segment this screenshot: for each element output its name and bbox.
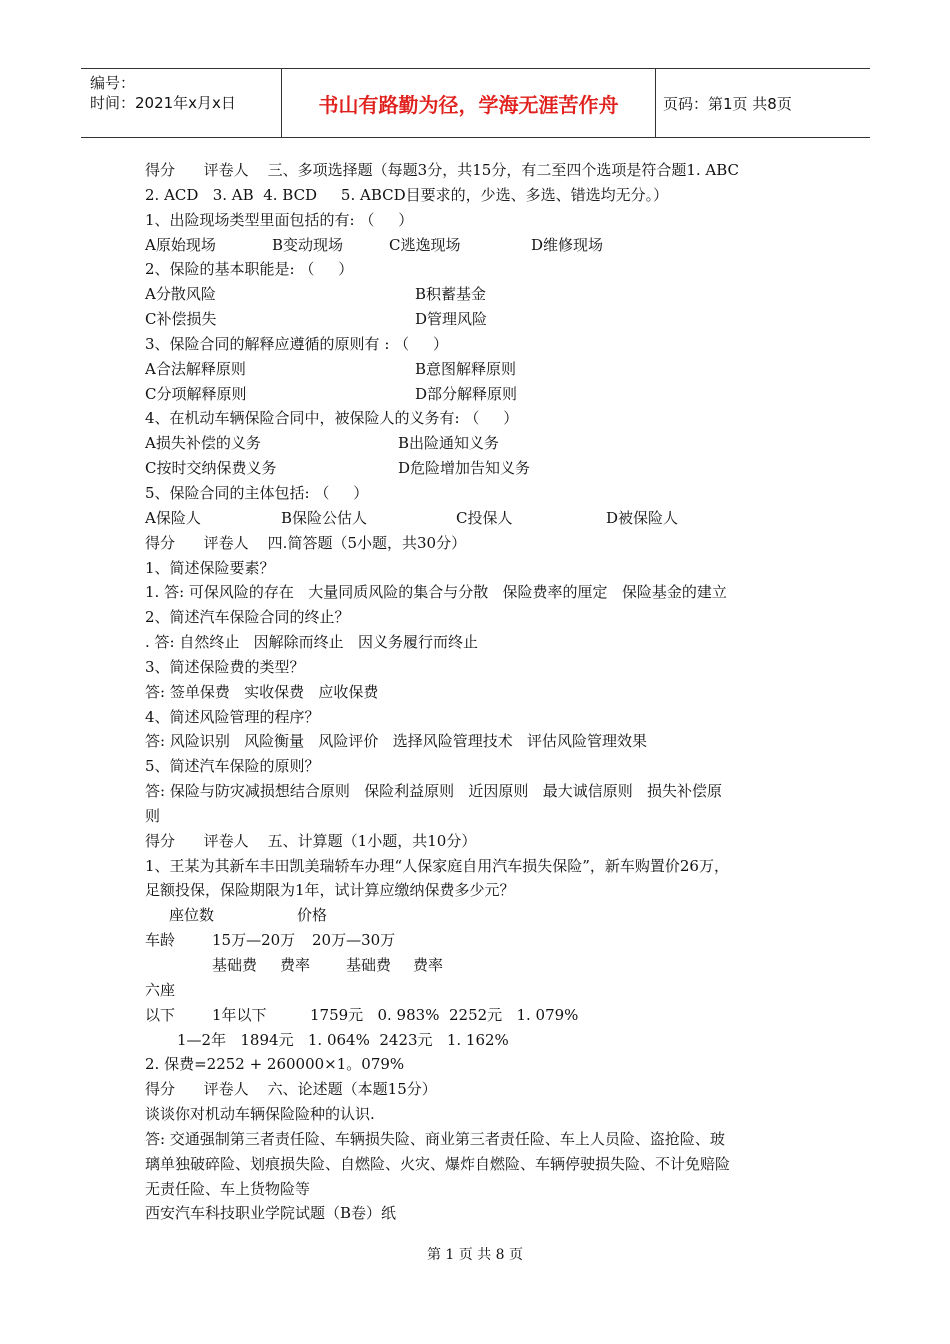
section5-heading: 得分 评卷人 五、计算题（1小题，共10分） (145, 831, 477, 850)
question-5-options (145, 506, 825, 531)
price-range-1: 15万—20万 (212, 931, 296, 950)
question-2-options (145, 282, 825, 307)
option-a: A原始现场 (145, 235, 216, 254)
rate-table-subheader (145, 953, 825, 978)
question-4-options-row2 (145, 456, 825, 481)
price-range-2: 20万—30万 (312, 931, 396, 950)
short-answer-5: 答: 保险与防灾减损想结合原则 保险利益原则 近因原则 最大诚信原则 损失补偿原 (145, 782, 723, 801)
essay-question: 谈谈你对机动车辆保险险种的认识. (145, 1105, 375, 1124)
short-question-5: 5、简述汽车保险的原则？ (145, 757, 320, 776)
section3-heading-cont: 2. ACD 3. AB 4. BCD 5. ABCD目要求的，少选、多选、错选均无分。） (145, 185, 669, 204)
section6-heading: 得分 评卷人 六、论述题（本题15分） (145, 1080, 437, 1099)
option-b: B保险公估人 (281, 508, 368, 527)
short-answer-4: 答: 风险识别 风险衡量 风险评价 选择风险管理技术 评估风险管理效果 (145, 732, 648, 751)
price-label: 价格 (297, 906, 328, 925)
base-fee-label: 基础费 (346, 956, 392, 974)
option-c: C按时交纳保费义务 (145, 459, 277, 478)
option-b: B变动现场 (272, 235, 344, 254)
question-2: 2、保险的基本职能是: （ ） (145, 260, 354, 279)
header-page-info: 页码：第1页 共8页 (663, 94, 792, 113)
short-answer-3: 答: 签单保费 实收保费 应收保费 (145, 682, 379, 701)
short-answer-2: . 答: 自然终止 因解除而终止 因义务履行而终止 (145, 633, 478, 652)
question-5: 5、保险合同的主体包括: （ ） (145, 483, 369, 502)
rate-table-ranges (145, 928, 825, 953)
header-motto: 书山有路勤为径，学海无涯苦作舟 (318, 92, 619, 117)
header-divider (655, 69, 656, 137)
rate-table-seat (145, 978, 825, 1003)
header-meta (81, 69, 281, 137)
seat-value: 六座 (145, 980, 176, 999)
option-d: D被保险人 (606, 508, 679, 527)
option-a: A分散风险 (145, 285, 216, 304)
short-question-3: 3、简述保险费的类型？ (145, 657, 305, 676)
question-1: 1、出险现场类型里面包括的有: （ ） (145, 210, 414, 229)
age-label: 车龄 (145, 931, 176, 950)
option-a: A损失补偿的义务 (145, 434, 261, 453)
question-4-options (145, 431, 825, 456)
question-2-options-row2 (145, 307, 825, 332)
calc-answer: 2. 保费=2252 + 260000×1。079% (145, 1055, 405, 1074)
question-3: 3、保险合同的解释应遵循的原则有 : （ ） (145, 334, 448, 353)
row-years: 1年以下 (212, 1005, 267, 1024)
option-c: C分项解释原则 (145, 384, 247, 403)
number-label: 编号： (90, 74, 136, 92)
section4-heading: 得分 评卷人 四.简答题（5小题，共30分） (145, 533, 467, 552)
option-c: C投保人 (456, 508, 513, 527)
option-d: D维修现场 (531, 235, 604, 254)
document-header (81, 68, 870, 138)
seat-label: 座位数 (169, 906, 215, 925)
rate-label: 费率 (280, 956, 311, 974)
essay-answer-cont: 璃单独破碎险、划痕损失险、自燃险、火灾、爆炸自燃险、车辆停驶损失险、不计免赔险 (145, 1154, 731, 1173)
short-answer-1: 1. 答: 可保风险的存在 大量同质风险的集合与分散 保险费率的厘定 保险基金的建立 (145, 583, 727, 602)
option-b: B积蓄基金 (415, 285, 487, 304)
short-answer-5-cont: 则 (145, 806, 161, 825)
option-a: A保险人 (145, 508, 201, 527)
rate-table-header (145, 903, 825, 928)
short-question-1: 1、简述保险要素？ (145, 558, 275, 577)
option-d: D部分解释原则 (415, 384, 518, 403)
question-3-options-row2 (145, 382, 825, 407)
rate-label: 费率 (413, 956, 444, 974)
question-1-options (145, 233, 825, 258)
option-d: D危险增加告知义务 (398, 459, 531, 478)
page-footer: 第 1 页 共 8 页 (426, 1247, 524, 1263)
base-fee-label: 基础费 (212, 956, 258, 974)
option-a: A合法解释原则 (145, 359, 246, 378)
option-d: D管理风险 (415, 310, 488, 329)
exam-body (145, 158, 825, 1226)
essay-answer-cont: 无责任险、车上货物险等 (145, 1179, 311, 1198)
row-values: 1—2年 1894元 1. 064% 2423元 1. 162% (177, 1030, 509, 1049)
short-question-2: 2、简述汽车保险合同的终止？ (145, 608, 350, 627)
section3-heading: 得分 评卷人 三、多项选择题（每题3分，共15分，有二至四个选项是符合题1. ABC (145, 161, 740, 179)
option-c: C逃逸现场 (389, 235, 461, 254)
essay-answer: 答: 交通强制第三者责任险、车辆损失险、商业第三者责任险、车上人员险、盗抢险、玻 (145, 1129, 725, 1148)
row-values: 1759元 0. 983% 2252元 1. 079% (310, 1005, 579, 1024)
option-b: B意图解释原则 (415, 359, 517, 378)
calc-problem: 1、王某为其新车丰田凯美瑞轿车办理“人保家庭自用汽车损失保险”，新车购置价26万， (145, 856, 729, 875)
question-3-options (145, 357, 825, 382)
question-4: 4、在机动车辆保险合同中，被保险人的义务有: （ ） (145, 409, 519, 428)
option-b: B出险通知义务 (398, 434, 500, 453)
calc-problem-cont: 足额投保，保险期限为1年，试计算应缴纳保费多少元？ (145, 881, 515, 900)
rate-table-row-2 (145, 1028, 825, 1053)
closing-line: 西安汽车科技职业学院试题（B卷）纸 (145, 1204, 397, 1223)
rate-table-row-1 (145, 1003, 825, 1028)
date-label: 时间：2021年x月x日 (90, 94, 236, 112)
option-c: C补偿损失 (145, 310, 217, 329)
row-age: 以下 (145, 1005, 176, 1024)
short-question-4: 4、简述风险管理的程序？ (145, 707, 320, 726)
